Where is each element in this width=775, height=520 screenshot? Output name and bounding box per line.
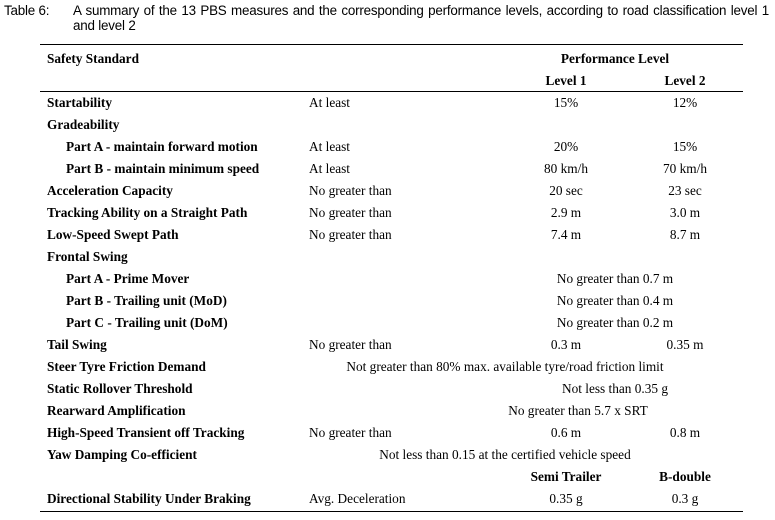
performance-value: No greater than 0.4 m — [556, 293, 674, 308]
criterion: No greater than — [309, 205, 392, 220]
level-1-value: 0.6 m — [550, 425, 582, 440]
level-1-value: 2.9 m — [550, 205, 582, 220]
table-row — [0, 378, 775, 400]
measure-name: Acceleration Capacity — [47, 183, 173, 198]
level-1-value: 20 sec — [549, 183, 583, 198]
table-row — [0, 312, 775, 334]
header-row — [0, 48, 775, 70]
table-row — [0, 224, 775, 246]
table-row — [0, 268, 775, 290]
measure-name: Steer Tyre Friction Demand — [47, 359, 206, 374]
caption-text: A summary of the 13 PBS measures and the corresponding performance levels, according to road classification level 1 and level 2 — [73, 3, 769, 33]
level-1-value: 80 km/h — [544, 161, 588, 176]
performance-value: No greater than 0.7 m — [556, 271, 674, 286]
header-level-2: Level 2 — [664, 73, 706, 88]
measure-name: Rearward Amplification — [47, 403, 186, 418]
level-2-value: 0.35 m — [666, 337, 704, 352]
criterion: No greater than — [309, 425, 392, 440]
measure-name: Startability — [47, 95, 113, 110]
level-1-value: 15% — [553, 95, 579, 110]
level-2-value: 70 km/h — [663, 161, 707, 176]
level-1-value: 20% — [553, 139, 579, 154]
measure-name: Static Rollover Threshold — [47, 381, 193, 396]
measure-name: Part C - Trailing unit (DoM) — [66, 315, 228, 330]
performance-value: No greater than 0.2 m — [556, 315, 674, 330]
level-1-value: 7.4 m — [550, 227, 582, 242]
measure-name: Part A - maintain forward motion — [66, 139, 258, 154]
table-row — [0, 114, 775, 136]
measure-name: Part B - maintain minimum speed — [66, 161, 260, 176]
performance-value: Not less than 0.35 g — [562, 381, 668, 396]
performance-value: No greater than 5.7 x SRT — [508, 403, 648, 418]
measure-name: Yaw Damping Co-efficient — [47, 447, 197, 462]
subheader-row — [0, 466, 775, 488]
criterion: No greater than — [309, 227, 392, 242]
table-bottom-rule — [40, 511, 743, 512]
table-row — [0, 180, 775, 202]
table-row — [0, 444, 775, 466]
criterion: Avg. Deceleration — [309, 491, 406, 506]
subheader-semi-trailer: Semi Trailer — [530, 469, 602, 484]
table-row — [0, 488, 775, 510]
level-2-value: 23 sec — [668, 183, 702, 198]
measure-name: Directional Stability Under Braking — [47, 491, 251, 506]
criterion: At least — [309, 139, 350, 154]
level-2-value: 3.0 m — [669, 205, 701, 220]
measure-name: Tracking Ability on a Straight Path — [47, 205, 248, 220]
criterion: No greater than — [309, 337, 392, 352]
table-row — [0, 356, 775, 378]
level-2-value: 0.3 g — [671, 491, 699, 506]
measure-name: High-Speed Transient off Tracking — [47, 425, 245, 440]
caption-label: Table 6: — [4, 3, 50, 18]
header-level-1: Level 1 — [545, 73, 587, 88]
measure-name: Low-Speed Swept Path — [47, 227, 179, 242]
performance-value: Not greater than 80% max. available tyre/road friction limit — [346, 359, 664, 374]
measure-name: Gradeability — [47, 117, 120, 132]
table-row — [0, 136, 775, 158]
criterion: No greater than — [309, 183, 392, 198]
table-top-rule — [40, 44, 743, 45]
table-row — [0, 290, 775, 312]
level-2-value: 12% — [672, 95, 698, 110]
table-row — [0, 158, 775, 180]
criterion: At least — [309, 95, 350, 110]
table-row — [0, 246, 775, 268]
table-row — [0, 400, 775, 422]
performance-value: Not less than 0.15 at the certified vehicle speed — [379, 447, 631, 462]
level-1-value: 0.35 g — [549, 491, 583, 506]
table-row — [0, 334, 775, 356]
header-levels-row — [0, 70, 775, 92]
subheader-b-double: B-double — [659, 469, 711, 484]
measure-name: Part A - Prime Mover — [66, 271, 190, 286]
measure-name: Part B - Trailing unit (MoD) — [66, 293, 227, 308]
table-row — [0, 92, 775, 114]
measure-name: Tail Swing — [47, 337, 107, 352]
criterion: At least — [309, 161, 350, 176]
level-2-value: 0.8 m — [669, 425, 701, 440]
header-safety-standard: Safety Standard — [47, 51, 139, 66]
level-2-value: 15% — [672, 139, 698, 154]
table-row — [0, 202, 775, 224]
level-1-value: 0.3 m — [550, 337, 582, 352]
table-row — [0, 422, 775, 444]
level-2-value: 8.7 m — [669, 227, 701, 242]
measure-name: Frontal Swing — [47, 249, 128, 264]
header-performance-level: Performance Level — [560, 51, 670, 66]
